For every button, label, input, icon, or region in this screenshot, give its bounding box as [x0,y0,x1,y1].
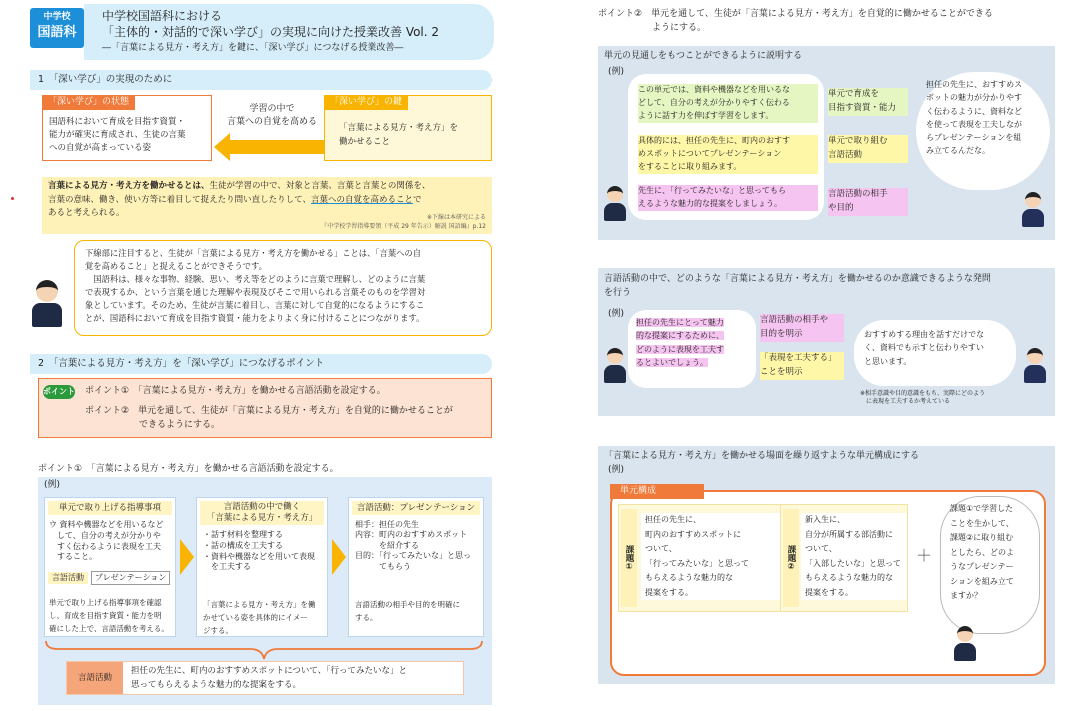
state-box [42,95,212,161]
panel2-teacher-illustration [604,348,626,384]
panel2-label-b: 「表現を工夫する」 ことを明示 [760,352,844,380]
unit-structure-tab: 単元構成 [610,484,704,499]
arrow-to-card2 [180,539,194,575]
point2-summary: ポイント② 単元を通して、生徒が「言葉による見方・考え方」を自覚的に働かせることが できるようにする。 [85,406,453,430]
point1-summary: ポイント① 「言葉による見方・考え方」を働かせる言語活動を設定する。 [85,386,386,396]
panel3-rei: (例) [608,465,625,475]
panel1-teacher-illustration [604,186,626,222]
badge-school-level: 中学校 [43,12,71,22]
page-title-line1: 中学校国語科における [102,9,223,23]
panel1-line-b: 具体的には、担任の先生に、町内のおすす めスポットについてプレゼンテーション をすることに取り組みます。 [638,135,818,174]
panel1-line-a: この単元では、資料や機器などを用いるな どして、自分の考えが分かりやすく伝わる ように話す力を伸ばす学習をします。 [638,84,818,123]
card2-head: 言語活動の中で働く 「言葉による見方・考え方」 [206,502,318,524]
source-note: 『中学校学習指導要領（平成 29 年告示）解説 国語編』p.12 [321,223,486,230]
brace-graphic [44,639,484,661]
margin-dot [11,197,14,200]
task2-box [780,504,908,612]
card-language-activity [348,497,484,637]
panel1-title: 単元の見通しをもつことができるように説明する [604,51,803,61]
definition-end: で あると考えられる。 [48,194,422,219]
card1-foot: 単元で取り上げる指導事項を確認 し、育成を目指す資質・能力を明 確にした上で、言語活動を考える。 [49,598,169,634]
key-box-title: 「深い学び」の鍵 [324,95,408,110]
definition-lead: 言葉による見方・考え方を働かせるとは、 [48,181,210,191]
panel2-teacher-text [636,316,752,369]
definition-band [42,177,492,234]
point2-heading: ポイント② 単元を通して、生徒が「言葉による見方・考え方」を自覚的に働かせることができる ようにする。 [598,9,993,33]
panel1-rei: (例) [608,67,625,77]
card3-head: 言語活動：プレゼンテーション [356,503,476,513]
middle-arrow-text: 学習の中で 言葉への自覚を高める [226,104,317,128]
result-box [66,661,464,695]
panel2-teacher-highlight: 担任の先生にとって魅力 的な提案にするために、 どのように表現を工夫す るとよいでしょう。 [636,318,724,367]
task1-label: 課題① [621,509,637,607]
result-tag: 言語活動 [67,662,123,694]
point1-heading: ポイント① 「言葉による見方・考え方」を働かせる言語活動を設定する。 [38,464,339,474]
state-box-text: 国語科において育成を目指す資質・ 能力が確実に育成され、生徒の言葉 への自覚が高まっている姿 [49,117,186,153]
plus-sign: ＋ [916,546,933,565]
result-text: 担任の先生に、町内のおすすめスポットについて、「行ってみたいな」と 思ってもらえるような魅力的な提案をする。 [131,666,407,690]
task2-label: 課題② [783,509,799,607]
explanation-callout [74,240,492,336]
panel1-label-b: 単元で取り組む 言語活動 [828,135,908,163]
left-arrow-head [214,133,230,161]
task1-text: 担任の先生に、 町内のおすすめスポットに ついて、 「行ってみたいな」と思って もらえるような魅力的な 提案をする。 [641,513,787,600]
panel1-line-c: 先生に、「行ってみたいな」と思ってもら えるような魅力的な提案をしましょう。 [638,185,818,211]
card1-tag-value: プレゼンテーション [91,571,170,585]
section1-heading: 1 「深い学び」の実現のために [30,70,492,90]
definition-text [48,180,488,221]
page-title-line2: 「主体的・対話的で深い学び」の実現に向けた授業改善 Vol. 2 [102,25,440,39]
panel3-title: 「言葉による見方・考え方」を働かせる場面を繰り返すような単元構成にする [604,451,920,461]
key-box [324,95,492,161]
card-viewpoints [196,497,328,637]
point-icon: ポイント [43,385,75,399]
explanation-callout-text: 下線部に注目すると、生徒が「言葉による見方・考え方を働かせる」ことは、「言葉への自 覚を高めること」と捉えることができそうです。 国語科は、様々な事物、経験、思い、考え等をどのように言葉で理解し、どのように言葉 で表現するか、という言葉を通じた理解や表現及びそこで用いられる言葉そのものを学習対 象としています。そのため、生徒が言葉に着目し、言葉に対して自覚的になるようにするこ とが、国語科において育成を目指す資質・能力をよりよく身に付けることにつながります。 [85,248,426,324]
left-arrow-shaft [230,140,325,154]
card1-body: ウ 資料や機器などを用いるなど して、自分の考えが分かりや すく伝わるように表現を工夫 すること。 [49,520,164,562]
panel2-student-text: おすすめする理由を話すだけでな く、資料でも示すと伝わりやすい と思います。 [864,330,985,366]
card1-head: 単元で取り上げる指導事項 [58,503,161,513]
card2-foot: 「言葉による見方・考え方」を働 かせている姿を具体的にイメー ジする。 [203,600,316,636]
panel3-teacher-illustration [954,626,976,662]
teacher-illustration [32,280,62,330]
panel2-label-a: 言語活動の相手や 目的を明示 [760,314,844,342]
panel-unit-structure [598,446,1055,684]
panel1-label-c: 言語活動の相手 や目的 [828,188,908,216]
subject-badge [30,8,84,48]
task1-box [618,504,788,612]
definition-body: 生徒が学習の中で、対象と言葉、言葉と言葉との関係を、 言葉の意味、働き、使い方等に着目して捉えたり問い直したりして、 [48,181,431,205]
panel-questioning [598,268,1055,416]
task2-text: 新入生に、 自分が所属する部活動に ついて、 「入部したいな」と思って もらえるような魅力的な 提案をする。 [801,513,907,600]
panel2-student-illustration [1024,348,1046,384]
key-box-text: 「言葉による見方・考え方」を 働かせること [339,123,459,147]
panel2-note: ※相手意識や目的意識をもち、実際にどのよう に表現を工夫するか考えている [860,390,986,406]
panel1-label-a: 単元で育成を 目指す資質・能力 [828,88,908,116]
panel3-question-text: 課題①で学習した ことを生かして、 課題②に取り組む としたら、どのよ うなプレゼンテー ションを組み立て ますか？ [950,504,1014,601]
section2-heading: 2 「言葉による見方・考え方」を「深い学び」につなげるポイント [30,354,492,374]
state-box-title: 「深い学び」の状態 [42,95,135,110]
panel-unit-outlook [598,46,1055,240]
card1-tag: 言語活動 [48,572,88,584]
point1-rei: (例) [44,480,61,490]
panel1-student-text: 担任の先生に、おすすめス ポットの魅力が分かりやす く伝わるように、資料など を使って表現を工夫しなが らプレゼンテーションを組 み立てるんだな。 [926,80,1023,156]
point1-panel [38,477,492,705]
card-teaching-items [44,497,176,637]
badge-subject: 国語科 [37,25,77,41]
page-subtitle: ―「言葉による見方・考え方」を鍵に、「深い学び」につなげる授業改善― [102,43,404,53]
panel2-title: 言語活動の中で、どのような「言葉による見方・考え方」を働かせるのか意識できるような発問 を行う [604,274,991,299]
underline-note: ※下線は本研究による [426,214,486,221]
points-band [38,378,492,438]
panel2-rei: (例) [608,309,625,319]
card3-body: 相手：担任の先生 内容：町内のおすすめスポット を紹介する 目的：「行ってみたいな」と思っ てもらう [355,520,471,571]
panel1-student-illustration [1022,192,1044,228]
card2-body: ・話す材料を整理する ・話の構成を工夫する ・資料や機器などを用いて表現 を工夫する [203,530,315,572]
definition-underlined: 言葉への自覚を高めること [311,194,414,205]
arrow-to-card3 [332,539,346,575]
card3-foot: 言語活動の相手や目的を明確に する。 [355,600,460,623]
